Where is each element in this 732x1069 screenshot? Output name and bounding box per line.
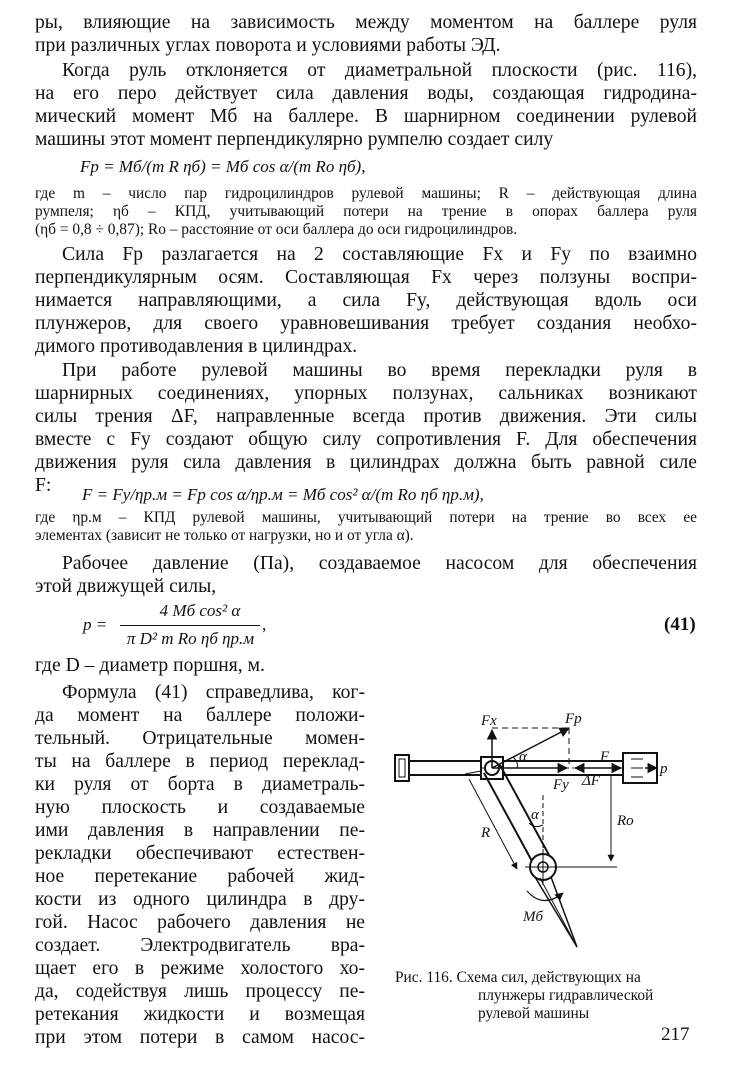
label-p: p bbox=[660, 761, 668, 777]
label-f: F bbox=[600, 749, 610, 765]
text-line: При работе рулевой машины во время перекладки руля в bbox=[62, 360, 697, 381]
left-cylinder-inner bbox=[399, 759, 405, 777]
label-fy: Fy bbox=[553, 777, 569, 793]
text-line: да, содействуя лишь процессу пе- bbox=[35, 981, 365, 1002]
formula-p-denominator: π D² m Rо ηб ηр.м bbox=[126, 629, 255, 648]
text-line: ры, влияющие на зависимость между моментом на баллере руля bbox=[35, 12, 697, 33]
text-line: гой. Насос рабочего давления не bbox=[35, 912, 365, 933]
page-number: 217 bbox=[661, 1024, 690, 1045]
text-line: Когда руль отклоняется от диаметральной плоскости (рис. 116), bbox=[62, 60, 697, 81]
label-fx: Fx bbox=[481, 713, 497, 729]
text-line: щает его в режиме холостого хо- bbox=[35, 958, 365, 979]
text-line: ретекания жидкости и возмещая bbox=[35, 1004, 365, 1025]
text-line: на его перо действует сила давления воды, создающая гидродина- bbox=[35, 83, 697, 104]
label-ro: Rо bbox=[617, 813, 634, 829]
figure-caption-line: плунжеры гидравлической bbox=[478, 987, 654, 1004]
text-line: Рабочее давление (Па), создаваемое насосом для обеспечения bbox=[62, 553, 697, 574]
label-alpha-top: α bbox=[519, 749, 527, 765]
note-line: элементах (зависит не только от нагрузки, но и от угла α). bbox=[35, 527, 414, 544]
text-line: ную плоскость и создаваемые bbox=[35, 797, 365, 818]
text-line: ки руля от борта в диаметраль- bbox=[35, 774, 365, 795]
note-line: (ηб = 0,8 ÷ 0,87); Rо – расстояние от оси баллера до оси гидроцилиндров. bbox=[35, 221, 518, 238]
text-line: да момент на баллере положи- bbox=[35, 705, 365, 726]
alpha-arc-top bbox=[513, 757, 518, 768]
note-line: где m – число пар гидроцилиндров рулевой машины; R – действующая длина bbox=[35, 185, 697, 202]
text-line: Формула (41) справедлива, ког- bbox=[62, 682, 365, 703]
note-line: где ηр.м – КПД рулевой машины, учитывающий потери на трение во всех ее bbox=[35, 509, 697, 526]
text-line: мический момент Mб на баллере. В шарнирном соединении рулевой bbox=[35, 106, 697, 127]
formula-p-lhs: p = bbox=[83, 615, 108, 634]
text-line: вместе с Fy создают общую силу сопротивления F. Для обеспечения bbox=[35, 429, 697, 450]
r-extension bbox=[465, 771, 481, 774]
rudder-blade-line bbox=[540, 878, 577, 947]
figure-force-diagram bbox=[385, 695, 705, 965]
label-alpha-mid: α bbox=[531, 807, 539, 823]
text-line: плунжеров, для своего уравновешивания требует создания необхо- bbox=[35, 313, 697, 334]
formula-rudder-force: Fр = Mб/(m R ηб) = Mб cos α/(m Rо ηб), bbox=[80, 157, 366, 176]
text-line: F: bbox=[35, 475, 52, 496]
text-line: Сила Fр разлагается на 2 составляющие Fx и Fy по взаимно bbox=[62, 244, 697, 265]
tiller-left-edge bbox=[484, 773, 533, 863]
text-line: машины этот момент перпендикулярно румпелю создает силу bbox=[35, 129, 554, 150]
text-line: при различных углах поворота и условиями работы ЭД. bbox=[35, 35, 501, 56]
fraction-bar bbox=[120, 625, 260, 626]
text-line: при этом потери в самом насос- bbox=[35, 1027, 365, 1048]
formula-total-force: F = Fy/ηр.м = Fр cos α/ηр.м = Mб cos² α/(m Rо ηб ηр.м), bbox=[82, 485, 484, 504]
text-line: создает. Электродвигатель вра- bbox=[35, 935, 365, 956]
label-r: R bbox=[481, 825, 491, 841]
figure-caption-line: рулевой машины bbox=[478, 1005, 590, 1022]
text-line: ты на баллере в период переклад- bbox=[35, 751, 365, 772]
formula-p-numerator: 4 Mб cos² α bbox=[159, 601, 241, 620]
text-line: где D – диаметр поршня, м. bbox=[35, 655, 265, 676]
text-line: шарнирных соединениях, упорных ползунах, сальниках возникают bbox=[35, 383, 697, 404]
text-line: кости из одного цилиндра в дру- bbox=[35, 889, 365, 910]
r-dimension bbox=[469, 779, 517, 869]
label-df: ΔF bbox=[582, 773, 600, 789]
label-fp: Fр bbox=[565, 711, 582, 727]
text-line: ими давления в направлении пе- bbox=[35, 820, 365, 841]
text-line: движения руля сила давления в цилиндрах должна быть равной силе bbox=[35, 452, 697, 473]
text-line: перпендикулярным осям. Составляющая Fx через ползуны воспри- bbox=[35, 267, 697, 288]
text-line: силы трения ΔF, направленные всегда против движения. Эти силы bbox=[35, 406, 697, 427]
tiller-right-edge bbox=[500, 765, 549, 855]
equation-number: (41) bbox=[664, 614, 696, 635]
label-mb: Mб bbox=[523, 909, 544, 925]
formula-p-tail: , bbox=[262, 615, 267, 634]
text-line: рекладки обеспечивают естествен- bbox=[35, 843, 365, 864]
note-line: румпеля; ηб – КПД, учитывающий потери на трение в опорах баллера руля bbox=[35, 203, 697, 220]
text-line: нимается направляющими, а сила Fy, действующая вдоль оси bbox=[35, 290, 697, 311]
text-line: этой движущей силы, bbox=[35, 576, 217, 597]
text-line: ное перетекание рабочей жид- bbox=[35, 866, 365, 887]
text-line: тельный. Отрицательные момен- bbox=[35, 728, 365, 749]
figure-caption-line: Рис. 116. Схема сил, действующих на bbox=[395, 969, 641, 986]
text-line: димого противодавления в цилиндрах. bbox=[35, 336, 358, 357]
